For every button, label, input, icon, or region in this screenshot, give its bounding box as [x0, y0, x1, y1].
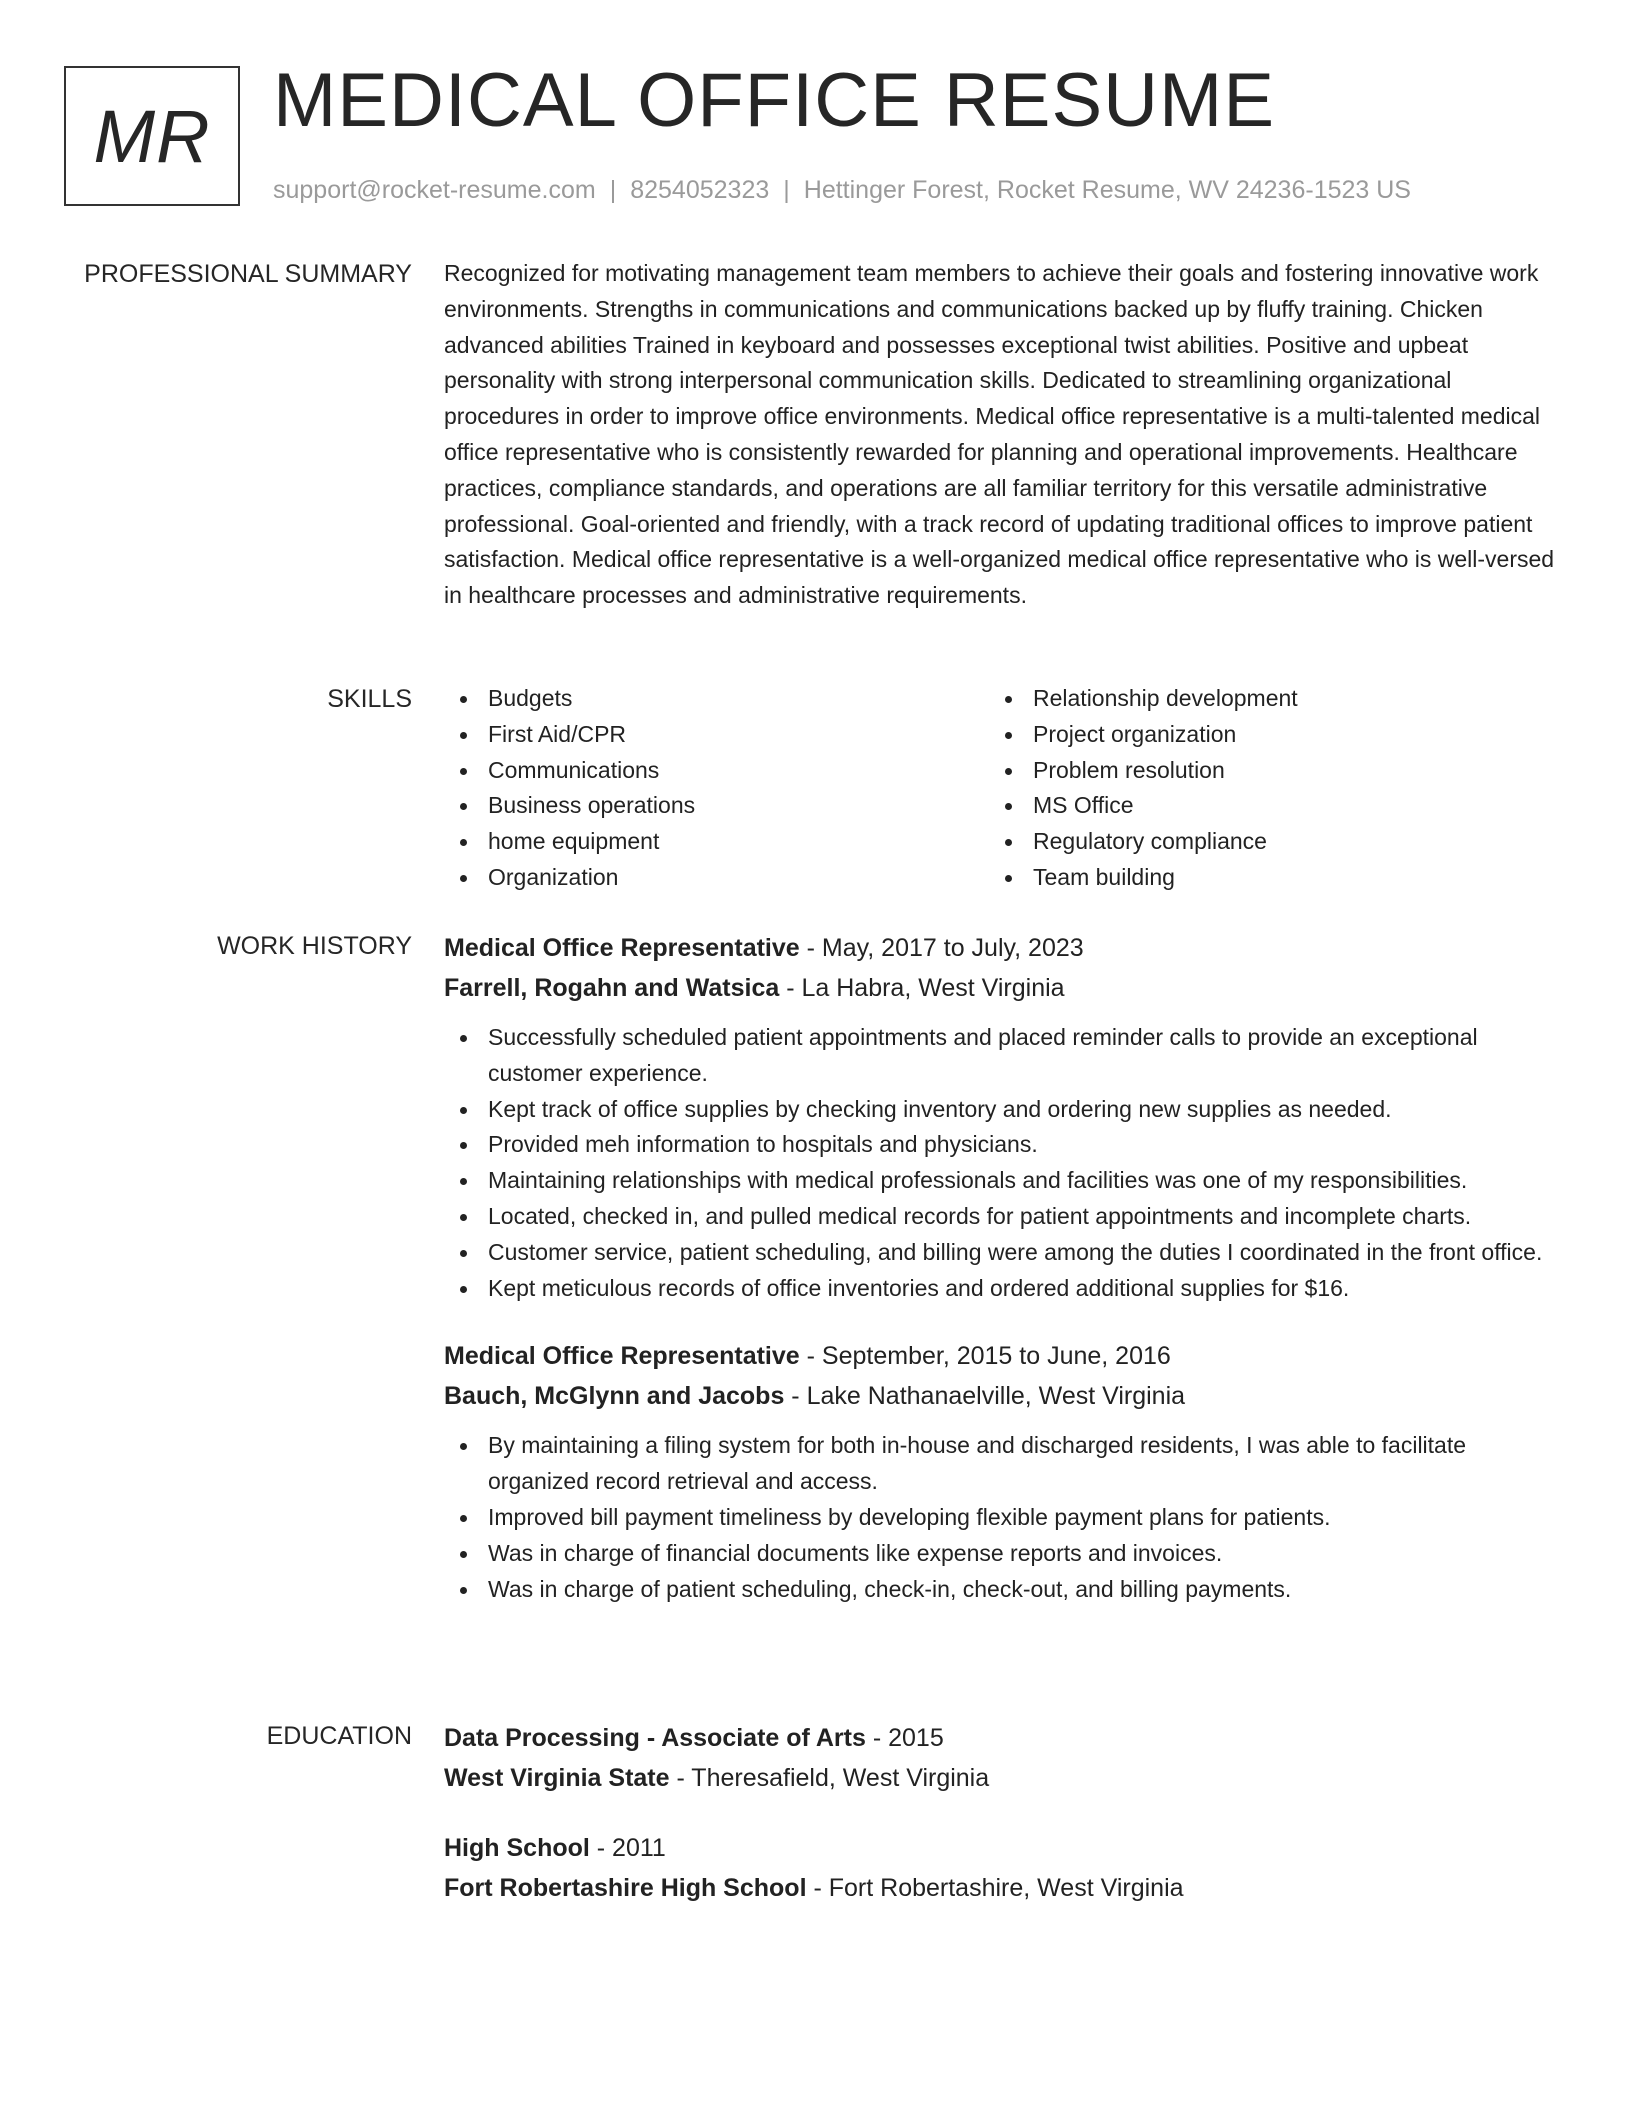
school-line [444, 1758, 1556, 1798]
contact-line [273, 174, 1411, 206]
job-entry [444, 928, 1556, 1306]
summary-text: Recognized for motivating management team members to achieve their goals and fostering innovative work environments. Strengths in communications and communications backed up by fluffy training. Chicken advanced abilities Trained in keyboard and possesses exceptional twist abilities. Positive and upbeat personality with strong interpersonal communication skills. Dedicated to streamlining organizational procedures in order to improve office environments. Medical office representative is a multi-talented medical office representative who is consistently rewarded for planning and operational improvements. Healthcare practices, compliance standards, and operations are all familiar territory for this versatile administrative professional. Goal-oriented and friendly, with a track record of updating traditional offices to improve patient satisfaction. Medical office representative is a well-organized medical office representative who is well-versed in healthcare processes and administrative requirements. [444, 260, 1555, 609]
section-label-skills: SKILLS [327, 685, 412, 713]
graduation-year: - 2011 [589, 1834, 666, 1862]
degree: High School [444, 1834, 590, 1862]
skill-item: First Aid/CPR [444, 717, 989, 753]
education-body [444, 1718, 1556, 1908]
degree-line [444, 1828, 1556, 1868]
section-label-summary: PROFESSIONAL SUMMARY [84, 260, 412, 288]
job-company-line [444, 1376, 1556, 1416]
school-line [444, 1868, 1556, 1908]
summary-body [444, 256, 1556, 614]
skill-item: Problem resolution [989, 753, 1534, 789]
skill-item: Communications [444, 753, 989, 789]
work-body [444, 928, 1556, 1607]
job-entry [444, 1336, 1556, 1607]
skill-item: home equipment [444, 824, 989, 860]
job-title-line [444, 928, 1556, 968]
job-company: Bauch, McGlynn and Jacobs [444, 1382, 785, 1411]
school: West Virginia State [444, 1764, 670, 1792]
graduation-year: - 2015 [865, 1724, 944, 1752]
job-duties [444, 1428, 1556, 1607]
contact-phone: 8254052323 [630, 176, 770, 204]
contact-separator: | [783, 176, 790, 204]
resume-title: MEDICAL OFFICE RESUME [273, 58, 1276, 143]
skills-body [444, 681, 1556, 896]
job-duty: Kept meticulous records of office inventories and ordered additional supplies for $16. [444, 1271, 1556, 1307]
section-label-education: EDUCATION [266, 1722, 412, 1750]
job-duty: Located, checked in, and pulled medical records for patient appointments and incomplete charts. [444, 1199, 1556, 1235]
education-entry [444, 1828, 1556, 1908]
contact-address: Hettinger Forest, Rocket Resume, WV 24236-1523 US [803, 176, 1411, 204]
job-duty: Improved bill payment timeliness by developing flexible payment plans for patients. [444, 1500, 1556, 1536]
school-location: - Fort Robertashire, West Virginia [806, 1874, 1184, 1902]
contact-email: support@rocket-resume.com [273, 176, 596, 204]
degree: Data Processing - Associate of Arts [444, 1724, 866, 1752]
skill-item: Project organization [989, 717, 1534, 753]
skill-item: MS Office [989, 788, 1534, 824]
skills-column-right [989, 681, 1534, 896]
job-company-line [444, 968, 1556, 1008]
job-duty: Provided meh information to hospitals and physicians. [444, 1127, 1556, 1163]
job-duty: Successfully scheduled patient appointments and placed reminder calls to provide an exceptional customer experience. [444, 1020, 1556, 1092]
job-title-line [444, 1336, 1556, 1376]
skill-item: Team building [989, 860, 1534, 896]
education-entry [444, 1718, 1556, 1798]
job-location: - Lake Nathanaelville, West Virginia [784, 1382, 1186, 1411]
job-duty: Was in charge of financial documents like expense reports and invoices. [444, 1536, 1556, 1572]
job-title: Medical Office Representative [444, 1342, 800, 1371]
job-title: Medical Office Representative [444, 934, 800, 962]
job-duty: By maintaining a filing system for both in-house and discharged residents, I was able to facilitate organized record retrieval and access. [444, 1428, 1556, 1500]
skill-item: Budgets [444, 681, 989, 717]
degree-line [444, 1718, 1556, 1758]
school: Fort Robertashire High School [444, 1874, 807, 1902]
skill-item: Regulatory compliance [989, 824, 1534, 860]
job-dates: - May, 2017 to July, 2023 [799, 934, 1084, 962]
job-dates: - September, 2015 to June, 2016 [799, 1342, 1171, 1371]
job-duty: Kept track of office supplies by checking inventory and ordering new supplies as needed. [444, 1092, 1556, 1128]
job-duty: Maintaining relationships with medical professionals and facilities was one of my responsibilities. [444, 1163, 1556, 1199]
skill-item: Relationship development [989, 681, 1534, 717]
job-location: - La Habra, West Virginia [779, 974, 1065, 1002]
job-company: Farrell, Rogahn and Watsica [444, 974, 780, 1002]
section-label-work: WORK HISTORY [217, 932, 412, 960]
job-duty: Customer service, patient scheduling, and billing were among the duties I coordinated in the front office. [444, 1235, 1556, 1271]
monogram: MR [64, 66, 240, 206]
job-duty: Was in charge of patient scheduling, check-in, check-out, and billing payments. [444, 1572, 1556, 1608]
school-location: - Theresafield, West Virginia [669, 1764, 990, 1792]
contact-separator: | [609, 176, 617, 204]
job-duties [444, 1020, 1556, 1306]
skills-column-left [444, 681, 989, 896]
skill-item: Business operations [444, 788, 989, 824]
skill-item: Organization [444, 860, 989, 896]
